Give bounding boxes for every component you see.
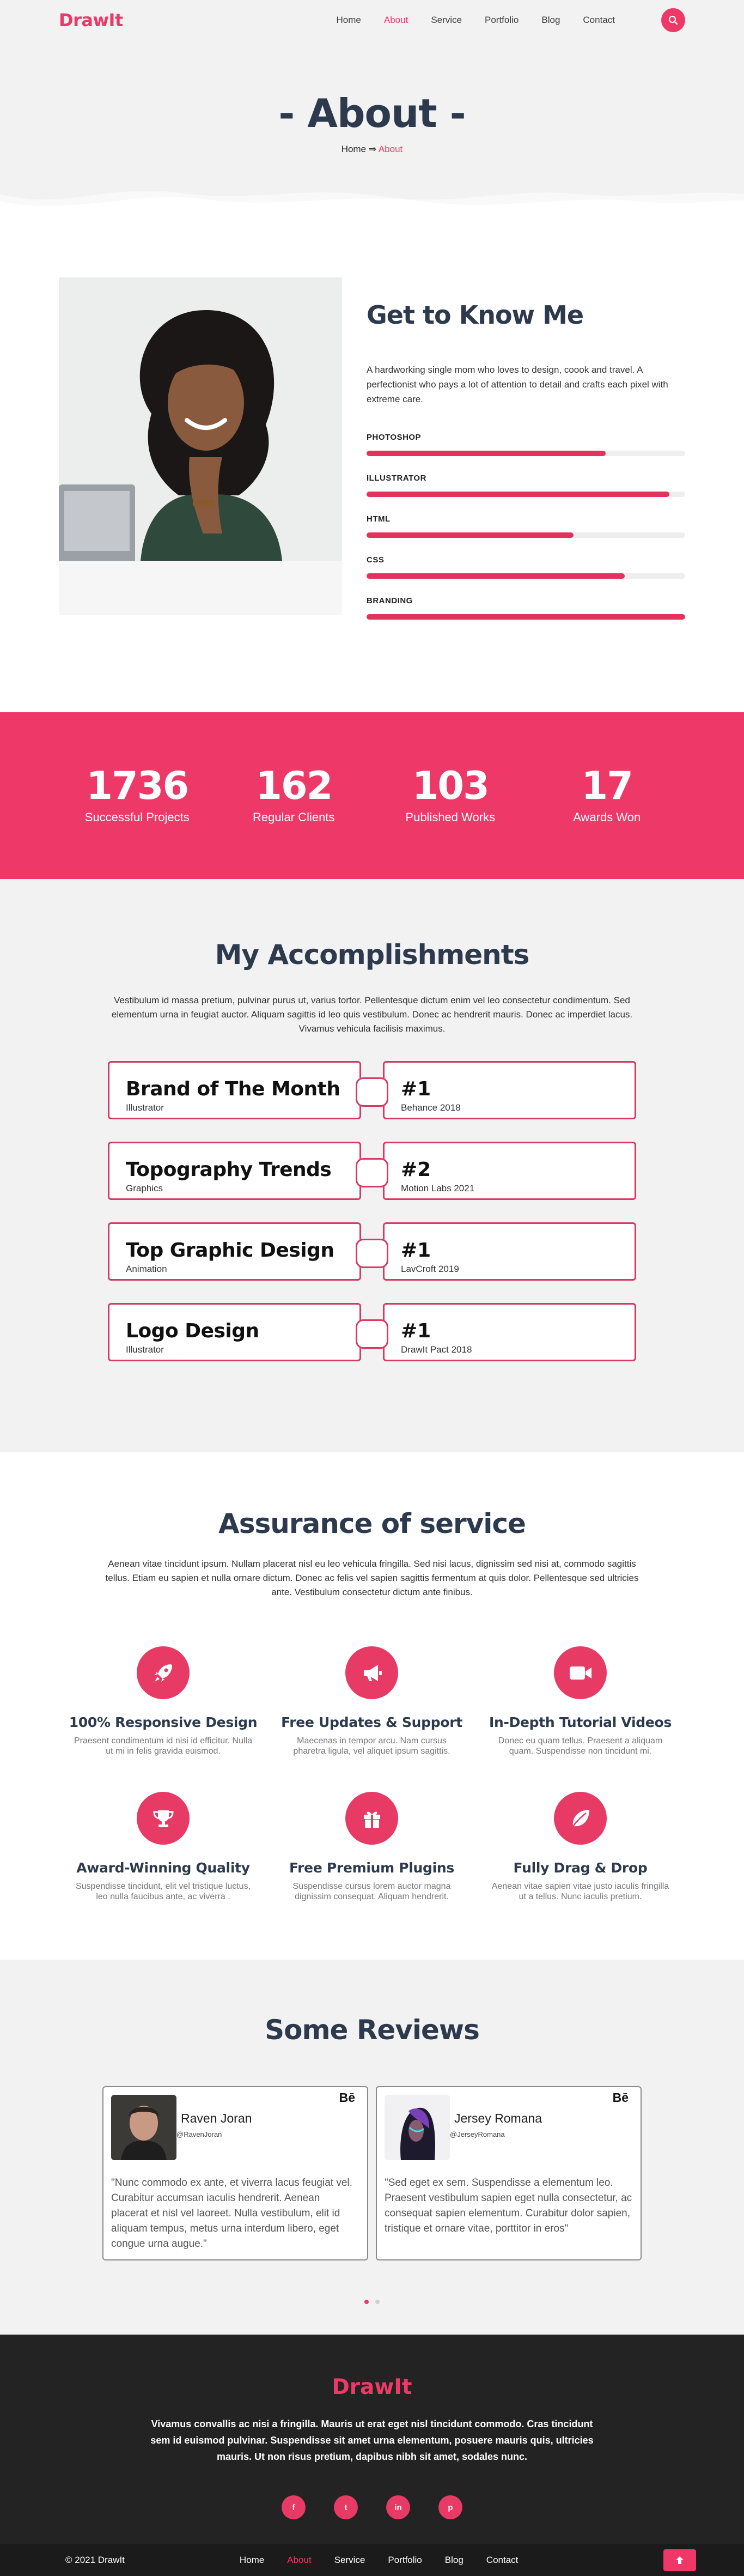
- service-item: [267, 1792, 476, 1902]
- stat-label: Published Works: [405, 810, 496, 824]
- copyright: © 2021 DrawIt: [65, 2554, 125, 2565]
- footer-menu: [228, 2555, 529, 2566]
- back-to-top-button[interactable]: [663, 2549, 696, 2571]
- accomplishments-section: [0, 879, 744, 1452]
- service-item: [476, 1646, 685, 1756]
- service-item: [59, 1646, 267, 1756]
- stats-section: [0, 712, 744, 879]
- breadcrumb-separator: ⇒: [368, 144, 377, 154]
- avatar: [385, 2095, 450, 2160]
- service-title: Fully Drag & Drop: [513, 1860, 648, 1876]
- leaf-icon: [554, 1792, 607, 1845]
- footer-bar: [0, 2544, 744, 2576]
- accomplishment-award-card: [383, 1061, 636, 1119]
- stat-label: Awards Won: [573, 810, 641, 824]
- hero-wave-divider: [0, 178, 744, 216]
- about-content: [367, 300, 685, 620]
- reviewer-name: Jersey Romana: [454, 2111, 542, 2125]
- stat-value: 162: [255, 763, 332, 808]
- about-heading: Get to Know Me: [367, 300, 584, 330]
- skill-bar: [367, 532, 685, 538]
- review-text: "Nunc commodo ex ante, et viverra lacus feugiat vel. Curabitur accumsan iaculis hendrerit. Aenean placerat et nisl vel laoreet. Nulla vestibulum, elit id aliquam tempus, metus urna interdum libero, eget congue urna augue.": [111, 2177, 352, 2250]
- accomplishment-source: DrawIt Pact 2018: [401, 1344, 472, 1355]
- service-title: Free Premium Plugins: [289, 1860, 455, 1876]
- stat-value: 1736: [86, 763, 188, 808]
- nav-item-about[interactable]: About: [383, 15, 408, 25]
- accomplishment-connector: [356, 1077, 388, 1107]
- reviewer-info: [176, 2095, 252, 2138]
- about-bio: A hardworking single mom who loves to design, coook and travel. A perfectionist who pays a lot of attention to detail and crafts each pixel with extreme care.: [367, 365, 668, 404]
- arrow-up-icon: [674, 2555, 685, 2566]
- accomplishment-category: Illustrator: [126, 1344, 164, 1355]
- footer-nav-blog[interactable]: Blog: [444, 2554, 464, 2565]
- search-icon: [668, 15, 678, 25]
- search-button[interactable]: [661, 8, 685, 32]
- skill-name: PHOTOSHOP: [367, 433, 422, 442]
- review-card: [376, 2086, 642, 2260]
- skill-item: [367, 555, 685, 579]
- accomplishment-title: Top Graphic Design: [126, 1239, 334, 1262]
- skill-name: BRANDING: [367, 596, 413, 605]
- accomplishment-rank: #1: [401, 1239, 431, 1262]
- accomplishment-rank: #1: [401, 1078, 431, 1100]
- social-links: [0, 2495, 744, 2519]
- skill-bar-fill: [367, 492, 669, 497]
- nav-item-home[interactable]: Home: [336, 15, 361, 25]
- skill-name: CSS: [367, 555, 385, 565]
- accomplishment-title: Topography Trends: [126, 1159, 332, 1181]
- gift-icon: [345, 1792, 398, 1845]
- service-description: Suspendisse cursus lorem auctor magna dignissim consequat. Aliquam hendrerit.: [292, 1882, 451, 1901]
- service-description: Suspendisse tincidunt, elit vel tristique luctus, leo nulla faucibus ante, ac viverra .: [75, 1882, 251, 1901]
- accomplishment-title: Logo Design: [126, 1320, 259, 1342]
- accomplishment-award-card: [383, 1222, 636, 1281]
- carousel-dot-active[interactable]: [364, 2300, 369, 2304]
- breadcrumb-home[interactable]: Home: [341, 144, 367, 154]
- reviewer-name: Raven Joran: [181, 2111, 252, 2125]
- skill-bar-fill: [367, 614, 685, 620]
- stat-item: [59, 712, 216, 879]
- footer-nav-service[interactable]: Service: [334, 2554, 365, 2565]
- services-intro: Aenean vitae tincidunt ipsum. Nullam placerat nisl eu leo vehicula fringilla. Sed nisi lacus, dignissim sed nisi at, commodo sagittis tellus. Etiam eu sapien et nulla ornare dictum. Donec ac felis vel sapien sagittis fermentum at quis dolor. Pellentesque sed ultricies ante. Vestibulum consectetur dictum ante finibus.: [105, 1559, 639, 1597]
- services-title: Assurance of service: [218, 1508, 526, 1539]
- skill-bar: [367, 492, 685, 497]
- profile-photo-illustration: [59, 277, 342, 615]
- facebook-icon[interactable]: f: [282, 2495, 306, 2519]
- skill-item: [367, 474, 685, 497]
- service-description: Praesent condimentum id nisi id efficitur. Nulla ut mi in felis gravida euismod.: [74, 1736, 252, 1756]
- accomplishment-card: [108, 1142, 361, 1200]
- accomplishment-category: Graphics: [126, 1183, 163, 1193]
- carousel-dot[interactable]: [375, 2300, 380, 2304]
- nav-item-blog[interactable]: Blog: [541, 15, 560, 25]
- review-card: [102, 2086, 368, 2260]
- skill-item: [367, 596, 685, 620]
- nav-menu: [325, 15, 626, 26]
- stat-item: [529, 712, 686, 879]
- accomplishment-row: [0, 1142, 744, 1200]
- accomplishment-row: [0, 1222, 744, 1281]
- footer: [0, 2335, 744, 2576]
- footer-nav-about[interactable]: About: [287, 2554, 312, 2565]
- skill-bar-fill: [367, 451, 606, 456]
- accomplishment-rank: #2: [401, 1159, 431, 1181]
- service-title: In-Depth Tutorial Videos: [489, 1714, 672, 1730]
- service-title: 100% Responsive Design: [69, 1714, 258, 1730]
- reviews-title: Some Reviews: [265, 2014, 479, 2046]
- service-item: [476, 1792, 685, 1902]
- service-title: Award-Winning Quality: [76, 1860, 250, 1876]
- top-nav: [0, 0, 744, 40]
- reviewer-info: [450, 2095, 542, 2138]
- breadcrumb: [0, 144, 744, 155]
- skill-item: [367, 514, 685, 538]
- skill-bar-fill: [367, 532, 574, 538]
- nav-item-contact[interactable]: Contact: [583, 15, 615, 25]
- accomplishments-intro: Vestibulum id massa pretium, pulvinar purus ut, varius tortor. Pellentesque dictum enim vel leo consectetur condimentum. Sed elementum urna in feugiat auctor. Aliquam sagittis id leo quis vestibulum. Donec ac hendrerit mauris. Donec ac imperdiet lacus. Vivamus vehicula facilisis maximus.: [111, 995, 633, 1034]
- accomplishment-award-card: [383, 1303, 636, 1361]
- accomplishment-connector: [356, 1319, 388, 1349]
- skills-list: [367, 433, 685, 620]
- reviewer-handle[interactable]: @RavenJoran: [176, 2130, 222, 2138]
- skill-item: [367, 433, 685, 456]
- service-item: [267, 1646, 476, 1756]
- accomplishment-card: [108, 1303, 361, 1361]
- skill-bar: [367, 451, 685, 456]
- skill-bar-fill: [367, 573, 625, 579]
- stat-label: Successful Projects: [84, 810, 190, 824]
- footer-nav-home[interactable]: Home: [239, 2554, 265, 2565]
- page-hero: [0, 40, 744, 216]
- services-section: [0, 1452, 744, 1960]
- skill-name: HTML: [367, 514, 391, 524]
- accomplishments-list: [0, 1061, 744, 1361]
- reviews-carousel[interactable]: [102, 2086, 642, 2260]
- stat-value: 103: [412, 763, 489, 808]
- accomplishment-rank: #1: [401, 1320, 431, 1342]
- accomplishment-category: Animation: [126, 1264, 167, 1274]
- footer-nav-portfolio[interactable]: Portfolio: [388, 2554, 422, 2565]
- accomplishment-title: Brand of The Month: [126, 1078, 340, 1100]
- review-header: [111, 2095, 359, 2160]
- brand-logo[interactable]: DrawIt: [59, 10, 123, 31]
- accomplishments-title: My Accomplishments: [215, 939, 529, 971]
- stat-value: 17: [581, 763, 632, 808]
- accomplishment-award-card: [383, 1142, 636, 1200]
- skill-name: ILLUSTRATOR: [367, 474, 426, 483]
- accomplishment-card: [108, 1222, 361, 1281]
- nav-item-portfolio[interactable]: Portfolio: [485, 15, 519, 25]
- accomplishment-source: Behance 2018: [401, 1102, 461, 1113]
- stat-item: [372, 712, 529, 879]
- nav-item-service[interactable]: Service: [431, 15, 462, 25]
- footer-text: Vivamus convallis ac nisi a fringilla. Mauris ut erat eget nisl tincidunt commodo. Cras tincidunt sem id euismod pulvinar. Suspendisse sit amet urna elementum, posuere mauris quis, ultricies mauris. Ut non risus pretium, dapibus nibh sit amet, sodales nunc.: [150, 2419, 594, 2462]
- accomplishment-category: Illustrator: [126, 1102, 164, 1113]
- megaphone-icon: [345, 1646, 398, 1699]
- services-grid: [59, 1646, 685, 1902]
- page-title: - About -: [278, 90, 466, 136]
- accomplishment-row: [0, 1303, 744, 1361]
- reviewer-handle[interactable]: @JerseyRomana: [450, 2130, 505, 2138]
- carousel-dots: [0, 2300, 744, 2304]
- rocket-icon: [137, 1646, 190, 1699]
- accomplishment-row: [0, 1061, 744, 1119]
- accomplishment-connector: [356, 1158, 388, 1187]
- twitter-icon[interactable]: t: [334, 2495, 358, 2519]
- service-description: Donec eu quam tellus. Praesent a aliquam quam. Suspendisse non tincidunt mi.: [498, 1736, 663, 1756]
- footer-nav-contact[interactable]: Contact: [486, 2554, 519, 2565]
- behance-icon[interactable]: Bē: [612, 2090, 629, 2105]
- profile-photo: [59, 277, 342, 615]
- trophy-icon: [137, 1792, 190, 1845]
- about-section: [0, 216, 744, 712]
- reviews-section: [0, 1960, 744, 2335]
- accomplishment-card: [108, 1061, 361, 1119]
- video-camera-icon: [554, 1646, 607, 1699]
- footer-brand[interactable]: DrawIt: [332, 2375, 412, 2399]
- breadcrumb-current: About: [378, 144, 403, 154]
- skill-bar: [367, 573, 685, 579]
- service-description: Aenean vitae sapien vitae justo iaculis fringilla ut a tellus. Nunc iaculis pretium.: [491, 1882, 669, 1901]
- accomplishment-source: LavCroft 2019: [401, 1264, 459, 1274]
- review-text: "Sed eget ex sem. Suspendisse a elementum leo. Praesent vestibulum sapien eget nulla consectetur, ac consequat sapien elementum. Curabitur dolor sapien, tristique et ornare vitae, porttitor in eros": [385, 2177, 632, 2234]
- accomplishment-connector: [356, 1239, 388, 1268]
- skill-bar: [367, 614, 685, 620]
- review-header: [385, 2095, 633, 2160]
- behance-icon[interactable]: Bē: [339, 2090, 355, 2105]
- pinterest-icon[interactable]: p: [438, 2495, 462, 2519]
- service-description: Maecenas in tempor arcu. Nam cursus pharetra ligula, vel aliquet ipsum sagittis.: [293, 1736, 450, 1756]
- service-title: Free Updates & Support: [281, 1714, 462, 1730]
- stat-item: [216, 712, 373, 879]
- service-item: [59, 1792, 267, 1902]
- avatar: [111, 2095, 176, 2160]
- stat-label: Regular Clients: [253, 810, 335, 824]
- linkedin-icon[interactable]: in: [386, 2495, 410, 2519]
- accomplishment-source: Motion Labs 2021: [401, 1183, 475, 1193]
